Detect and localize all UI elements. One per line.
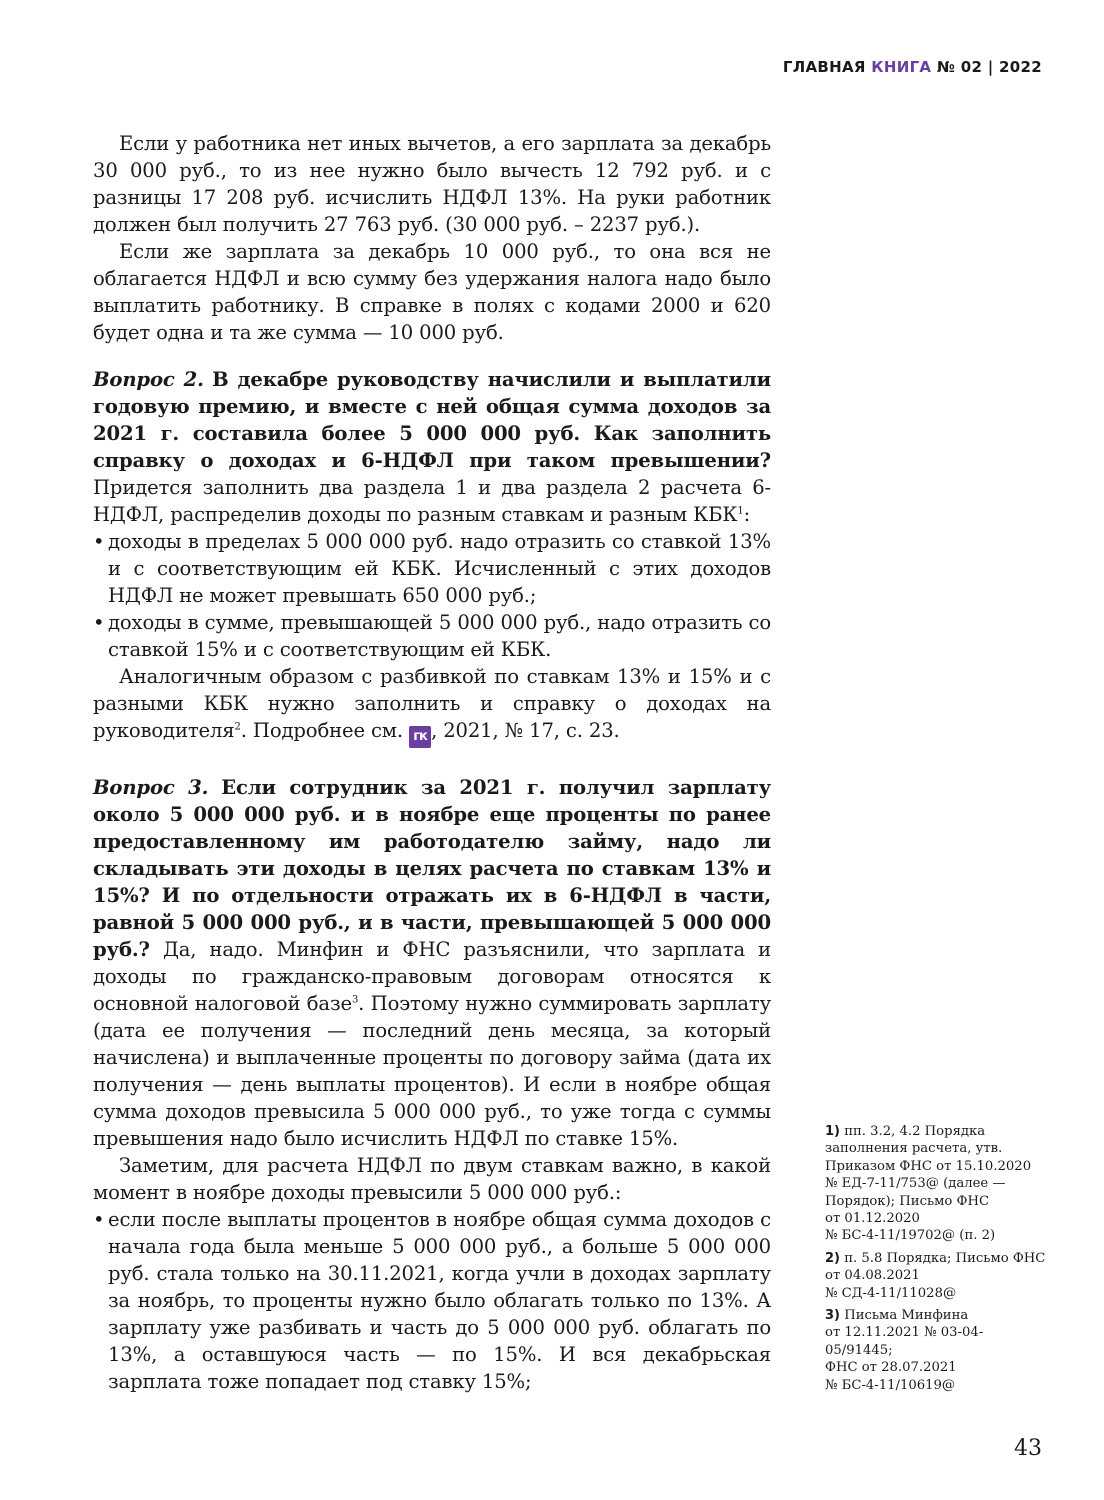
header-issue: № 02 | 2022 [936,58,1042,76]
question-2-paragraph [93,663,771,748]
question-3-label: Вопрос 3. [93,776,209,799]
question-3-paragraph: Заметим, для расчета НДФЛ по двум ставкам важно, в какой момент в ноябре доходы превысили 5 000 000 руб.: [93,1154,771,1204]
footnote-1 [825,1123,1050,1245]
page-number: 43 [1014,1436,1042,1461]
header-title-glavnaya: ГЛАВНАЯ [782,58,866,76]
question-3-bullet-list [93,1206,771,1395]
footnote-ref-2[interactable]: 2 [234,721,241,733]
question-2-bullet-list [93,528,771,663]
question-2-para-text: Аналогичным образом с разбивкой по ставкам 13% и 15% и с разными КБК нужно заполнить и справку о доходах на руководителя [93,665,771,742]
list-item: • если после выплаты процентов в ноябре общая сумма доходов с начала года была меньше 5 000 000 руб., а больше 5 000 000 руб. стала только на 30.11.2021, когда учли в доходах зарплату за ноябрь, то проценты нужно было облагать только по 13%. А зарплату уже разбивать и часть до 5 000 000 руб. облагать по 13%, а оставшуюся часть — по 15%. И вся декабрьская зарплата тоже попадает под ставку 15%; [93,1206,771,1395]
paragraph-1: Если у работника нет иных вычетов, а его зарплата за декабрь 30 000 руб., то из нее нужно было вычесть 12 792 руб. и с разницы 17 208 руб. исчислить НДФЛ 13%. На руки работник должен был получить 27 763 руб. (30 000 руб. – 2237 руб.). [93,132,771,236]
footnote-text: пп. 3.2, 4.2 Порядка заполнения расчета, утв. Приказом ФНС от 15.10.2020 № ЕД-7-11/753@ (далее — Порядок); Письмо ФНС от 01.12.2020 № БС-4-11/19702@ (п. 2) [825,1124,1032,1244]
question-2-para-end: . [240,719,247,742]
footnotes-sidebar [825,1123,1050,1399]
question-2-label: Вопрос 2. [93,368,204,391]
question-3-answer-a: Да, надо. Минфин и ФНС разъяснили, что зарплата и доходы по гражданско-правовым договорам относятся к основной налоговой базе [93,938,771,1015]
question-2-answer-end: : [743,503,751,526]
footnote-ref-3[interactable]: 3 [351,994,359,1006]
paragraph-2: Если же зарплата за декабрь 10 000 руб., то она вся не облагается НДФЛ и всю сумму без удержания налога надо было выплатить работнику. В справке в полях с кодами 2000 и 620 будет одна и та же сумма — 10 000 руб. [93,240,771,344]
article-body [93,130,771,1395]
question-2 [93,366,771,528]
question-3-answer-b: . Поэтому нужно суммировать зарплату (дата ее получения — последний день месяца, за который начислена) и выплаченные проценты по договору займа (дата их получения — день выплаты процентов). И если в ноябре общая сумма доходов превысила 5 000 000 руб., то уже тогда с суммы превышения надо было исчислить НДФЛ по ставке 15%. [93,992,771,1150]
gk-logo-icon[interactable]: гк [409,726,431,748]
question-2-text: В декабре руководству начислили и выплатили годовую премию, и вместе с ней общая сумма доходов за 2021 г. составила более 5 000 000 руб. Как заполнить справку о доходах и 6-НДФЛ при таком превышении? [93,368,771,472]
header-title-kniga: КНИГА [871,58,932,76]
footnote-text: Письма Минфина от 12.11.2021 № 03-04-05/91445; ФНС от 28.07.2021 № БС-4-11/10619@ [825,1308,984,1393]
footnote-number: 3) [825,1308,840,1324]
list-item: • доходы в сумме, превышающей 5 000 000 руб., надо отразить со ставкой 15% и с соответствующим ей КБК. [93,609,771,663]
magazine-header [783,58,1042,76]
question-3 [93,774,771,1152]
footnote-2 [825,1250,1050,1302]
footnote-number: 1) [825,1124,840,1139]
footnote-text: п. 5.8 Порядка; Письмо ФНС от 04.08.2021 № СД-4-11/11028@ [825,1250,1046,1301]
footnote-3 [825,1307,1050,1394]
question-2-answer: Придется заполнить два раздела 1 и два раздела 2 расчета 6-НДФЛ, распределив доходы по разным ставкам и разным КБК [93,476,771,526]
footnote-number: 2) [825,1250,840,1266]
footnote-ref-1[interactable]: 1 [737,505,744,517]
more-suffix: , 2021, № 17, с. 23. [431,719,620,742]
question-3-text: Если сотрудник за 2021 г. получил зарплату около 5 000 000 руб. и в ноябре еще проценты по ранее предоставленному им работодателю займу, надо ли складывать эти доходы в целях расчета по ставкам 13% и 15%? И по отдельности отражать их в 6-НДФЛ в части, равной 5 000 000 руб., и в части, превышающей 5 000 000 руб.? [93,776,771,961]
list-item: • доходы в пределах 5 000 000 руб. надо отразить со ставкой 13% и с соответствующим ей КБК. Исчисленный с этих доходов НДФЛ не может превышать 650 000 руб.; [93,528,771,609]
more-prefix: Подробнее см. [252,719,403,742]
